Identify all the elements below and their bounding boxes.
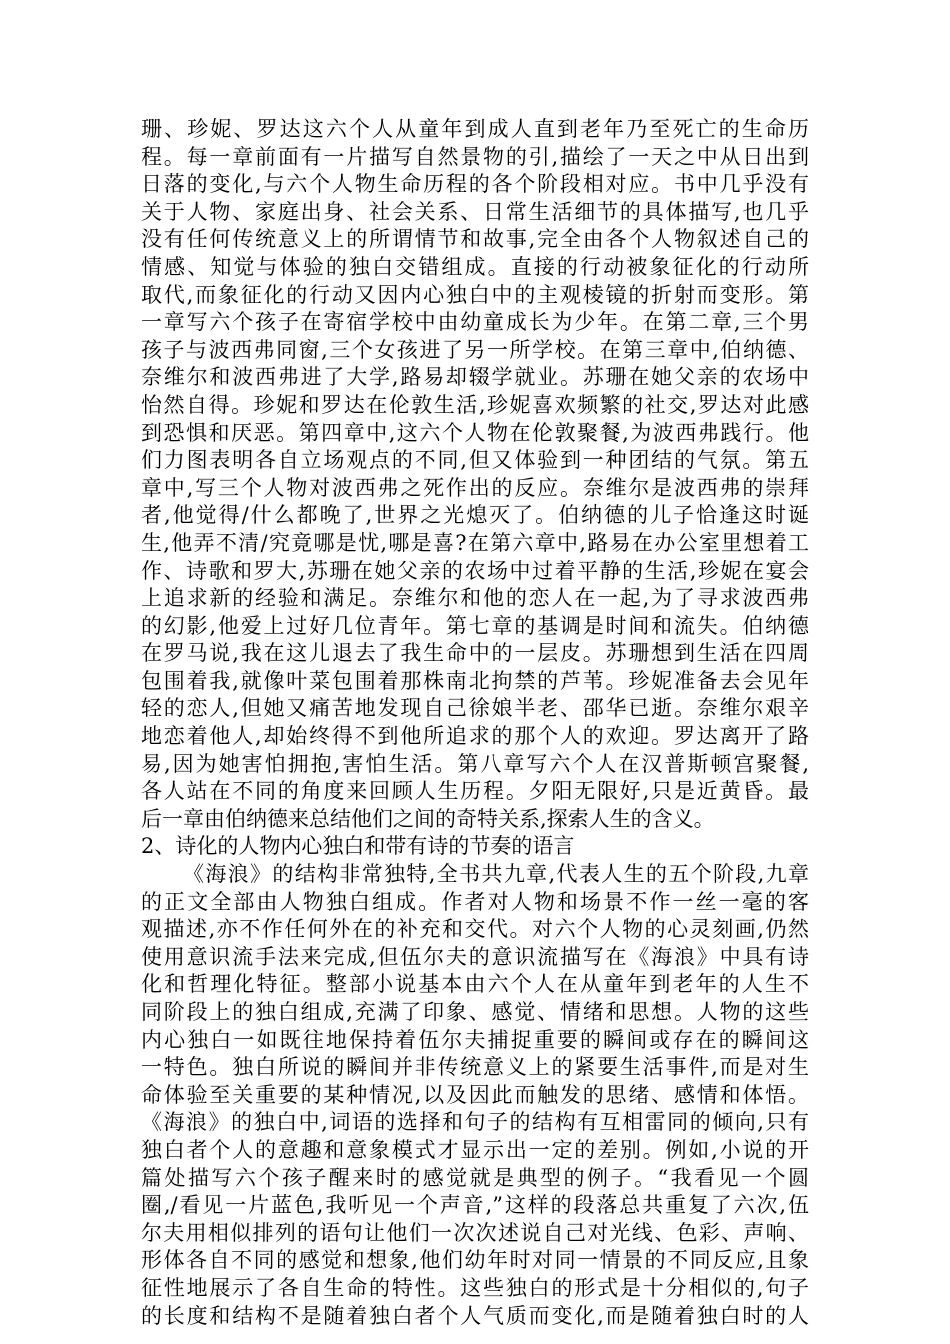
text-line: 命体验至关重要的某种情况,以及因此而触发的思绪、感情和体悟。 (141, 1082, 809, 1107)
text-line: 的长度和结构不是随着独白者个人气质而变化,而是随着独白时的人 (141, 1303, 809, 1328)
text-line: 后一章由伯纳德来总结他们之间的奇特关系,探索人生的含义。 (141, 806, 715, 831)
text-line: 篇处描写六个孩子醒来时的感觉就是典型的例子。“我看见一个圆 (141, 1165, 809, 1190)
text-line: 们力图表明各自立场观点的不同,但又体验到一种团结的气氛。第五 (141, 448, 809, 473)
document-body (141, 116, 809, 1330)
text-line: 使用意识流手法来完成,但伍尔夫的意识流描写在《海浪》中具有诗 (141, 944, 809, 969)
text-line: 没有任何传统意义上的所谓情节和故事,完全由各个人物叙述自己的 (141, 227, 809, 252)
text-line: 奈维尔和波西弗进了大学,路易却辍学就业。苏珊在她父亲的农场中 (141, 365, 809, 390)
text-line: 包围着我,就像叶菜包围着那株南北拘禁的芦苇。珍妮准备去会见年 (141, 668, 809, 693)
text-line: 尔夫用相似排列的语句让他们一次次述说自己对光线、色彩、声响、 (141, 1220, 809, 1245)
text-line: 独白者个人的意趣和意象模式才显示出一定的差别。例如,小说的开 (141, 1137, 809, 1162)
text-line: 程。每一章前面有一片描写自然景物的引,描绘了一天之中从日出到 (141, 144, 809, 169)
text-line: 到恐惧和厌恶。第四章中,这六个人物在伦敦聚餐,为波西弗践行。他 (141, 420, 809, 445)
text-line: 征性地展示了各自生命的特性。这些独白的形式是十分相似的,句子 (141, 1275, 809, 1300)
text-line: 地恋着他人,却始终得不到他所追求的那个人的欢迎。罗达离开了路 (141, 724, 809, 749)
body-paragraph (141, 861, 809, 1330)
text-line: 日落的变化,与六个人物生命历程的各个阶段相对应。书中几乎没有 (141, 172, 809, 197)
text-line: 珊、珍妮、罗达这六个人从童年到成人直到老年乃至死亡的生命历 (141, 117, 809, 141)
section-heading: 2、诗化的人物内心独白和带有诗的节奏的语言 (141, 834, 575, 859)
text-line: 生,他弄不清/究竟哪是忧,哪是喜?在第六章中,路易在办公室里想着工 (141, 530, 809, 555)
text-line: 关于人物、家庭出身、社会关系、日常生活细节的具体描写,也几乎 (141, 199, 809, 224)
text-line: 作、诗歌和罗大,苏珊在她父亲的农场中过着平静的生活,珍妮在宴会 (141, 558, 809, 583)
text-line: 《海浪》的结构非常独特,全书共九章,代表人生的五个阶段,九章 (183, 862, 809, 887)
text-line: 轻的恋人,但她又痛苦地发现自己徐娘半老、邵华已逝。奈维尔艰辛 (141, 696, 809, 721)
text-line: 化和哲理化特征。整部小说基本由六个人在从童年到老年的人生不 (141, 972, 809, 997)
text-line: 圈,/看见一片蓝色,我听见一个声音,”这样的段落总共重复了六次,伍 (141, 1193, 809, 1218)
text-line: 《海浪》的独白中,词语的选择和句子的结构有互相雷同的倾向,只有 (141, 1110, 809, 1135)
text-line: 内心独白一如既往地保持着伍尔夫捕捉重要的瞬间或存在的瞬间这 (141, 1027, 809, 1052)
text-line: 取代,而象征化的行动又因内心独白中的主观棱镜的折射而变形。第 (141, 282, 809, 307)
text-line: 上追求新的经验和满足。奈维尔和他的恋人在一起,为了寻求波西弗 (141, 586, 809, 611)
text-line: 形体各自不同的感觉和想象,他们幼年时对同一情景的不同反应,且象 (141, 1248, 809, 1273)
text-line: 各人站在不同的角度来回顾人生历程。夕阳无限好,只是近黄昏。最 (141, 779, 809, 804)
body-paragraph (141, 116, 809, 833)
text-line: 怡然自得。珍妮和罗达在伦敦生活,珍妮喜欢频繁的社交,罗达对此感 (141, 392, 809, 417)
text-line: 孩子与波西弗同窗,三个女孩进了另一所学校。在第三章中,伯纳德、 (141, 337, 809, 362)
text-line: 的正文全部由人物独白组成。作者对人物和场景不作一丝一毫的客 (141, 889, 809, 914)
text-line: 易,因为她害怕拥抱,害怕生活。第八章写六个人在汉普斯顿宫聚餐, (141, 751, 809, 776)
text-line: 一章写六个孩子在寄宿学校中由幼童成长为少年。在第二章,三个男 (141, 310, 809, 335)
text-line: 者,他觉得/什么都晚了,世界之光熄灭了。伯纳德的儿子恰逢这时诞 (141, 503, 809, 528)
text-line: 一特色。独白所说的瞬间并非传统意义上的紧要生活事件,而是对生 (141, 1055, 809, 1080)
text-line: 观描述,亦不作任何外在的补充和交代。对六个人物的心灵刻画,仍然 (141, 917, 809, 942)
text-line: 的幻影,他爱上过好几位青年。第七章的基调是时间和流失。伯纳德 (141, 613, 809, 638)
text-line: 章中,写三个人物对波西弗之死作出的反应。奈维尔是波西弗的崇拜 (141, 475, 809, 500)
text-line: 在罗马说,我在这儿退去了我生命中的一层皮。苏珊想到生活在四周 (141, 641, 809, 666)
text-line: 同阶段上的独白组成,充满了印象、感觉、情绪和思想。人物的这些 (141, 1000, 809, 1024)
text-line: 情感、知觉与体验的独白交错组成。直接的行动被象征化的行动所 (141, 254, 809, 279)
